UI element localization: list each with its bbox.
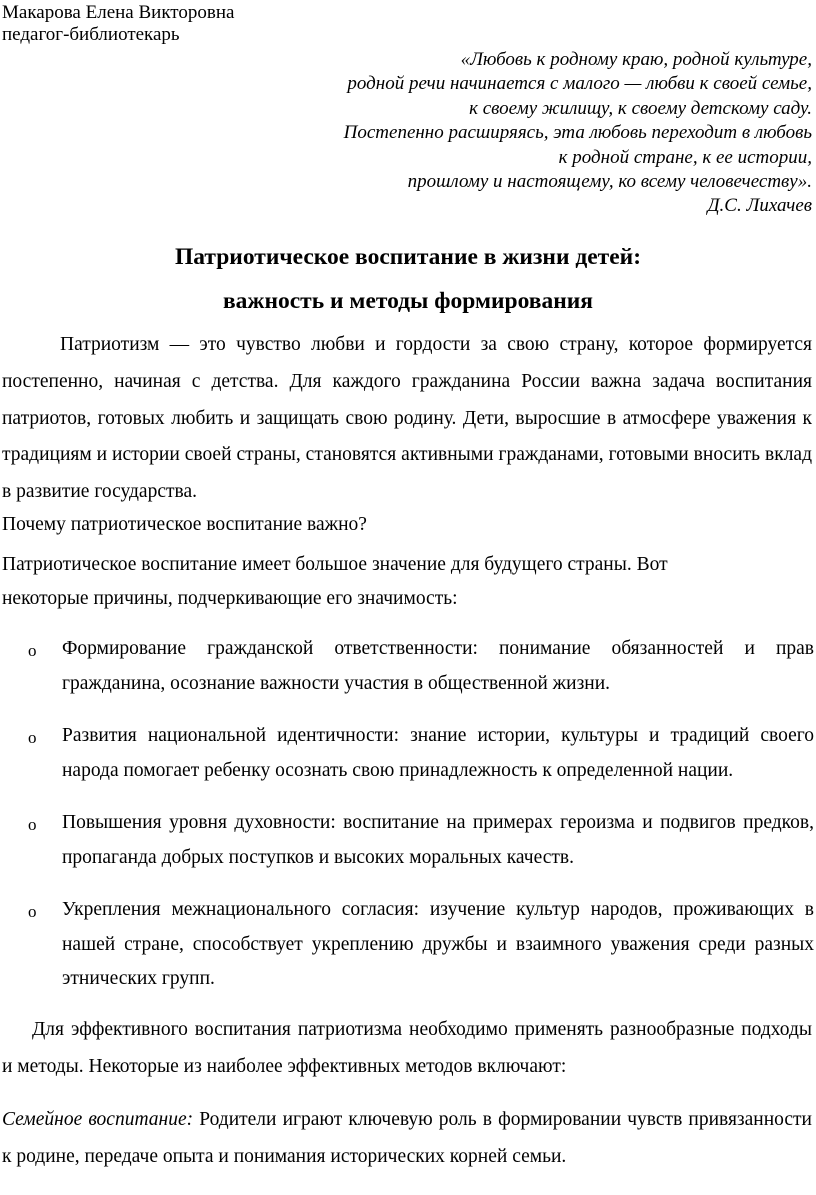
family-method-paragraph	[2, 1102, 812, 1176]
epigraph-line: прошлому и настоящему, ко всему человечеству».	[407, 171, 812, 193]
list-item-text: Укрепления межнационального согласия: изучение культур народов, проживающих в нашей стране, способствует укреплению дружбы и взаимного уважения среди разных этнических групп.	[62, 899, 814, 989]
author-position: педагог-библиотекарь	[2, 24, 180, 45]
section-question: Почему патриотическое воспитание важно?	[2, 514, 367, 535]
page-title-line-1: Патриотическое воспитание в жизни детей:	[174, 244, 642, 270]
family-method-term: Семейное воспитание:	[2, 1109, 194, 1130]
bullet-icon: o	[28, 641, 37, 660]
bullet-icon: o	[28, 902, 37, 921]
list-item-text: Развития национальной идентичности: знание истории, культуры и традиций своего народа помогает ребенку осознать свою принадлежность к определенной нации.	[62, 725, 814, 781]
bullet-icon: o	[28, 728, 37, 747]
list-item-text: Формирование гражданской ответственности: понимание обязанностей и прав гражданина, осознание важности участия в общественной жизни.	[62, 638, 814, 694]
reasons-intro-line: Патриотическое воспитание имеет большое значение для будущего страны. Вот	[2, 554, 668, 575]
epigraph-line: «Любовь к родному краю, родной культуре,	[460, 49, 812, 70]
epigraph-line: Постепенно расширяясь, эта любовь переходит в любовь	[343, 122, 812, 144]
epigraph-line: к своему жилищу, к своему детскому саду.	[469, 97, 812, 119]
reasons-intro-line: некоторые причины, подчеркивающие его значимость:	[2, 588, 458, 609]
epigraph	[112, 48, 812, 219]
bullet-icon: o	[28, 815, 37, 834]
intro-paragraph: Патриотизм — это чувство любви и гордости за свою страну, которое формируется постепенно, начиная с детства. Для каждого гражданина России важна задача воспитания патриотов, готовых любить и защищать свою родину. Дети, выросшие в атмосфере уважения к традициям и истории своей страны, становятся активными гражданами, готовыми вносить вклад в развитие государства.	[2, 334, 812, 503]
author-name: Макарова Елена Викторовна	[2, 2, 235, 23]
author-block	[2, 2, 234, 46]
epigraph-line: к родной стране, к ее истории,	[558, 146, 812, 168]
epigraph-attribution: Д.С. Лихачев	[707, 195, 812, 217]
methods-paragraph: Для эффективного воспитания патриотизма необходимо применять разнообразные подходы и методы. Некоторые из наиболее эффективных методов включают:	[2, 1019, 812, 1077]
list-item-text: Повышения уровня духовности: воспитание на примерах героизма и подвигов предков, пропаганда добрых поступков и высоких моральных качеств.	[62, 812, 814, 868]
family-method-text: Родители играют ключевую роль в формировании чувств привязанности к родине, передаче опыта и понимания исторических корней семьи.	[2, 1109, 812, 1167]
epigraph-line: родной речи начинается с малого — любви к своей семье,	[347, 73, 812, 95]
reasons-intro	[2, 548, 812, 616]
page-title-line-2: важность и методы формирования	[222, 288, 594, 314]
